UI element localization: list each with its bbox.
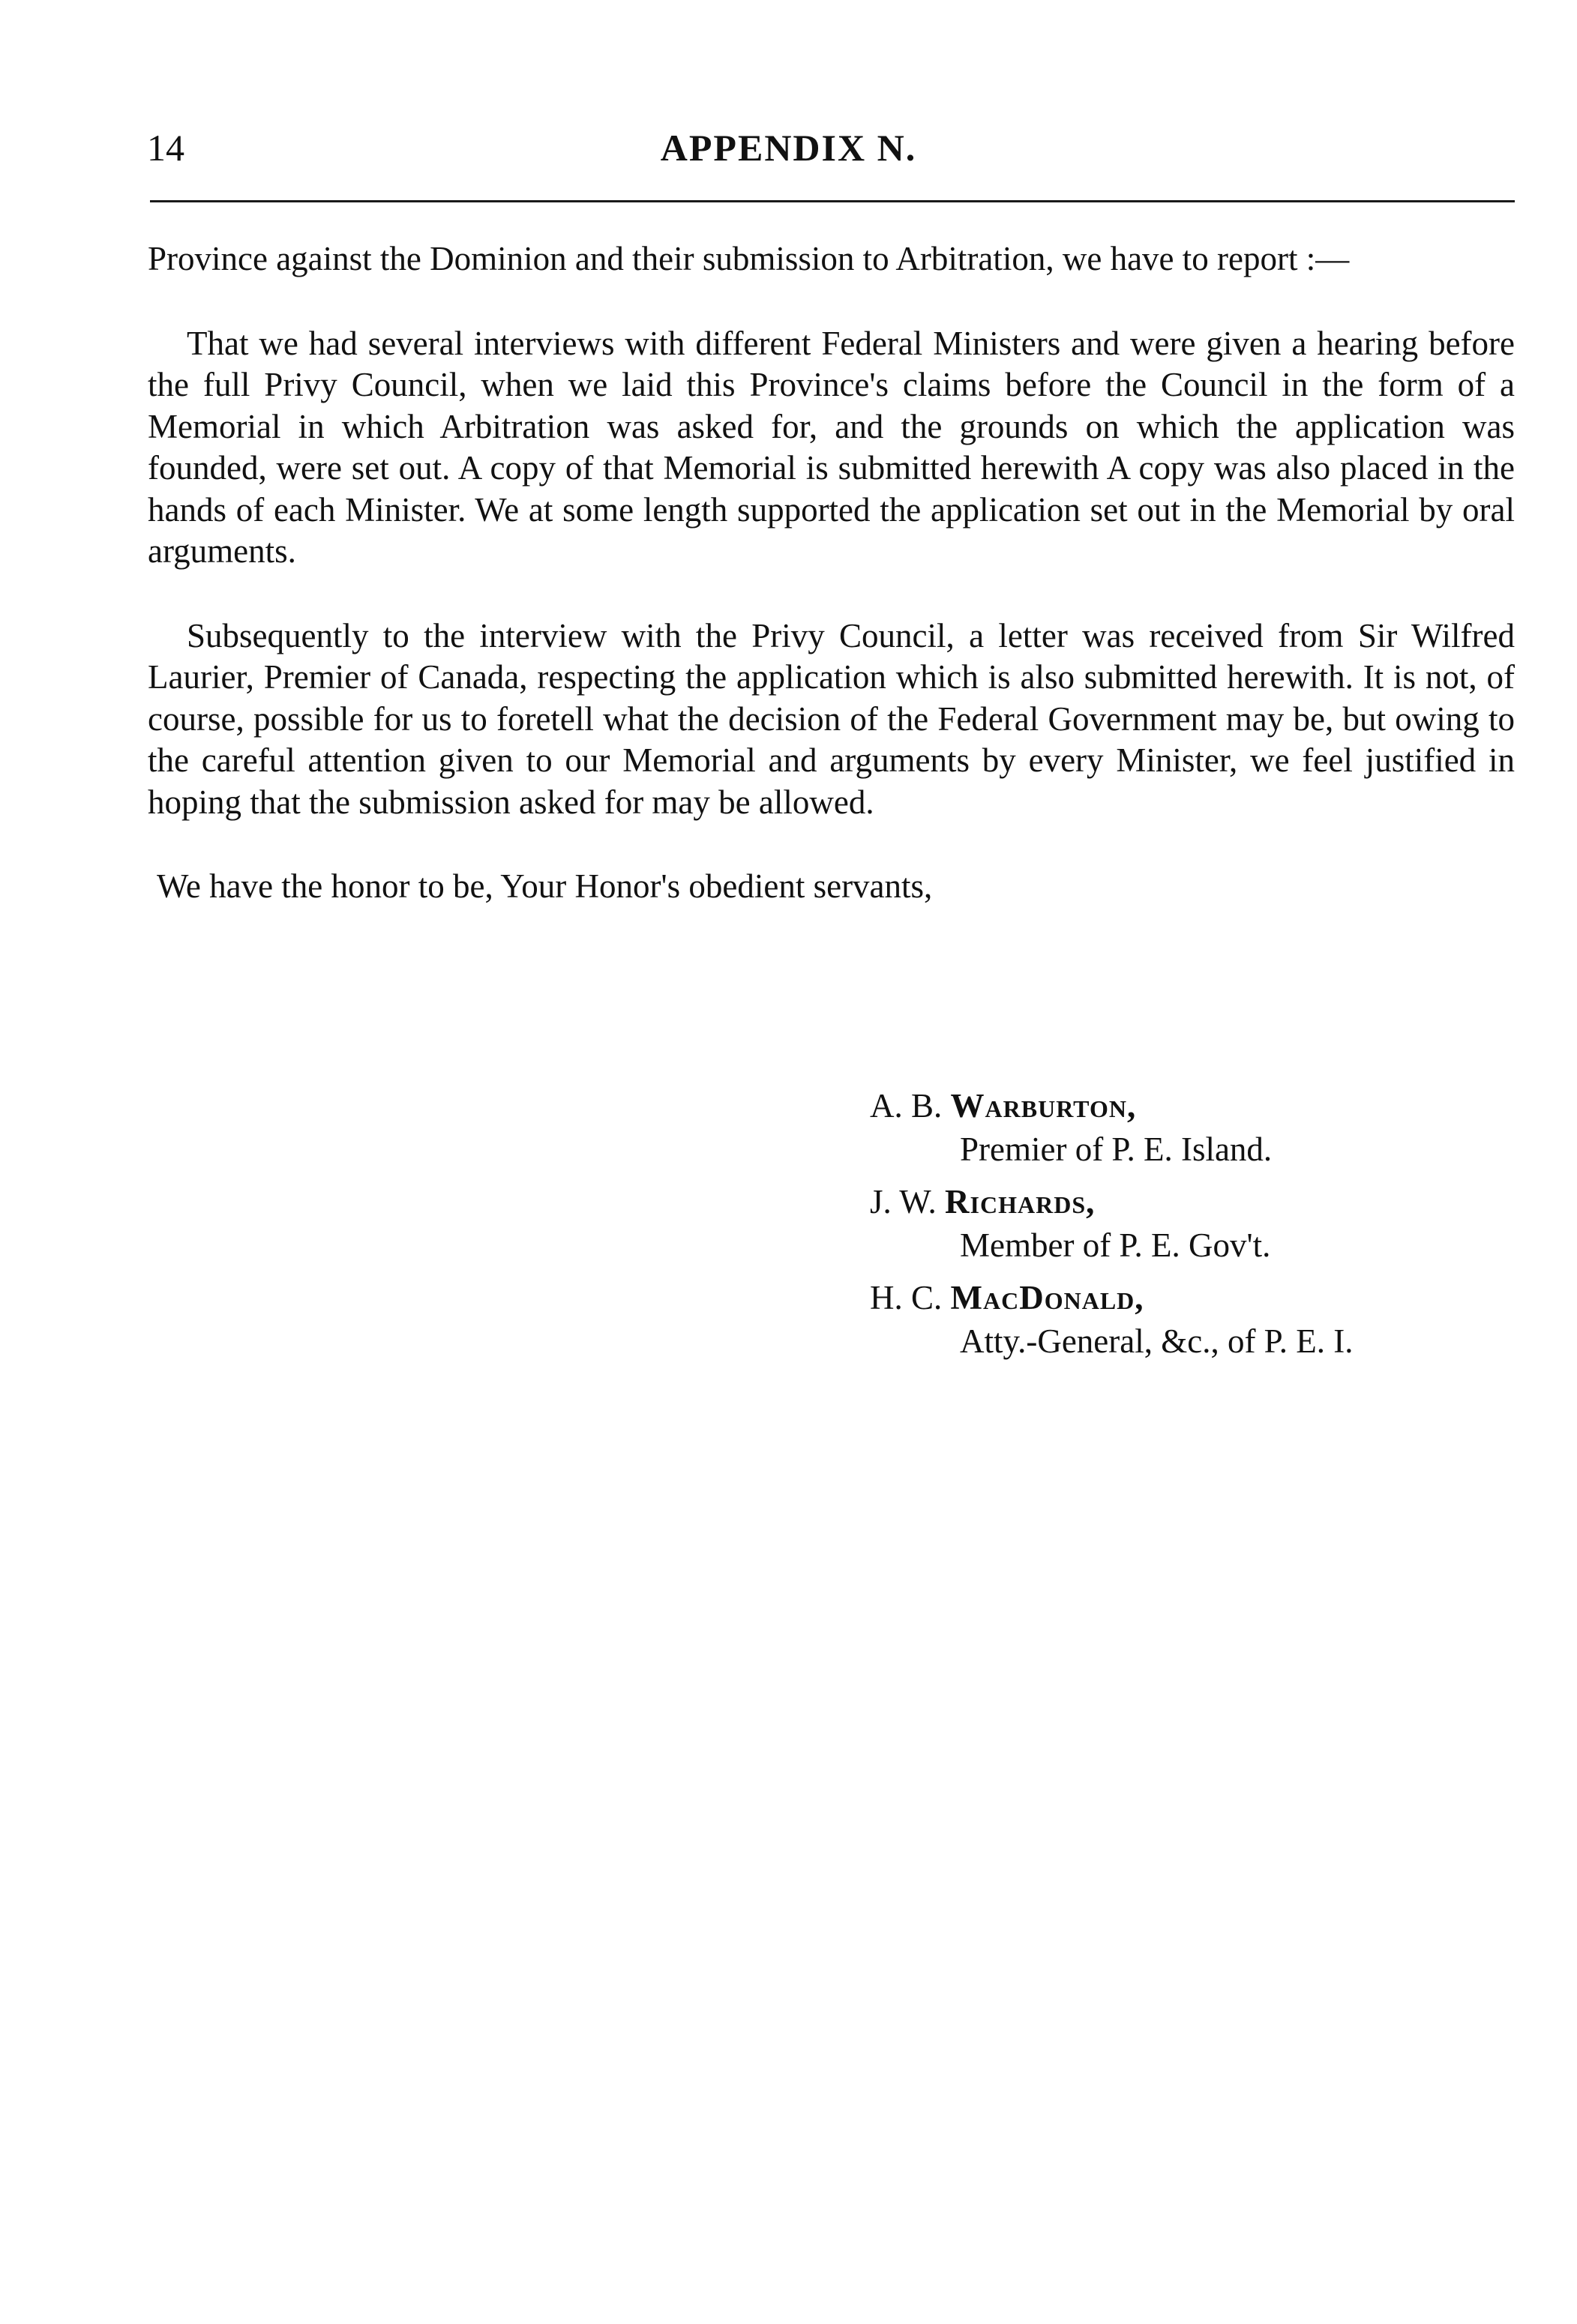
signature-block	[870, 1084, 1353, 1171]
signatory-name	[870, 1180, 1353, 1223]
signatory-title: Member of P. E. Gov't.	[960, 1226, 1271, 1264]
signatory-initials: A. B.	[870, 1087, 943, 1125]
page-number: 14	[147, 127, 184, 169]
signatory-name	[870, 1276, 1353, 1319]
signature-block	[870, 1276, 1353, 1363]
paragraph-laurier-letter: Subsequently to the interview with the Privy Council, a letter was received from Sir Wilfred Laurier, Premier of Canada, respecting the application which is also submitted herewith. It is not, of course, possible for us to foretell what the decision of the Federal Government may be, but owing to the careful attention given to our Memorial and arguments by every Minister, we feel justified in hoping that the submission asked for may be allowed.	[148, 616, 1515, 821]
signatory-surname: Warburton,	[950, 1087, 1137, 1125]
signatory-initials: J. W.	[870, 1183, 937, 1220]
header-rule	[150, 200, 1515, 202]
signatory-surname: MacDonald,	[950, 1279, 1144, 1316]
body-text	[148, 238, 1515, 908]
signatory-title: Premier of P. E. Island.	[960, 1131, 1273, 1168]
continued-paragraph: Province against the Dominion and their submission to Arbitration, we have to report :—	[148, 240, 1350, 277]
signature-list	[870, 1084, 1353, 1372]
signatory-initials: H. C.	[870, 1279, 943, 1316]
signature-block	[870, 1180, 1353, 1267]
signatory-surname: Richards,	[945, 1183, 1096, 1220]
signatory-name	[870, 1084, 1353, 1128]
paragraph-interviews: That we had several interviews with different Federal Ministers and were given a hearing before the full Privy Council, when we laid this Province's claims before the Council in the form of a Memorial in which Arbitration was asked for, and the grounds on which the application was founded, were set out. A copy of that Memorial is submitted herewith A copy was also placed in the hands of each Minister. We at some length supported the application set out in the Memorial by oral arguments.	[148, 324, 1515, 570]
closing-salutation: We have the honor to be, Your Honor's obedient servants,	[157, 867, 933, 905]
running-head: APPENDIX N.	[660, 127, 917, 169]
signatory-title: Atty.-General, &c., of P. E. I.	[960, 1322, 1354, 1360]
